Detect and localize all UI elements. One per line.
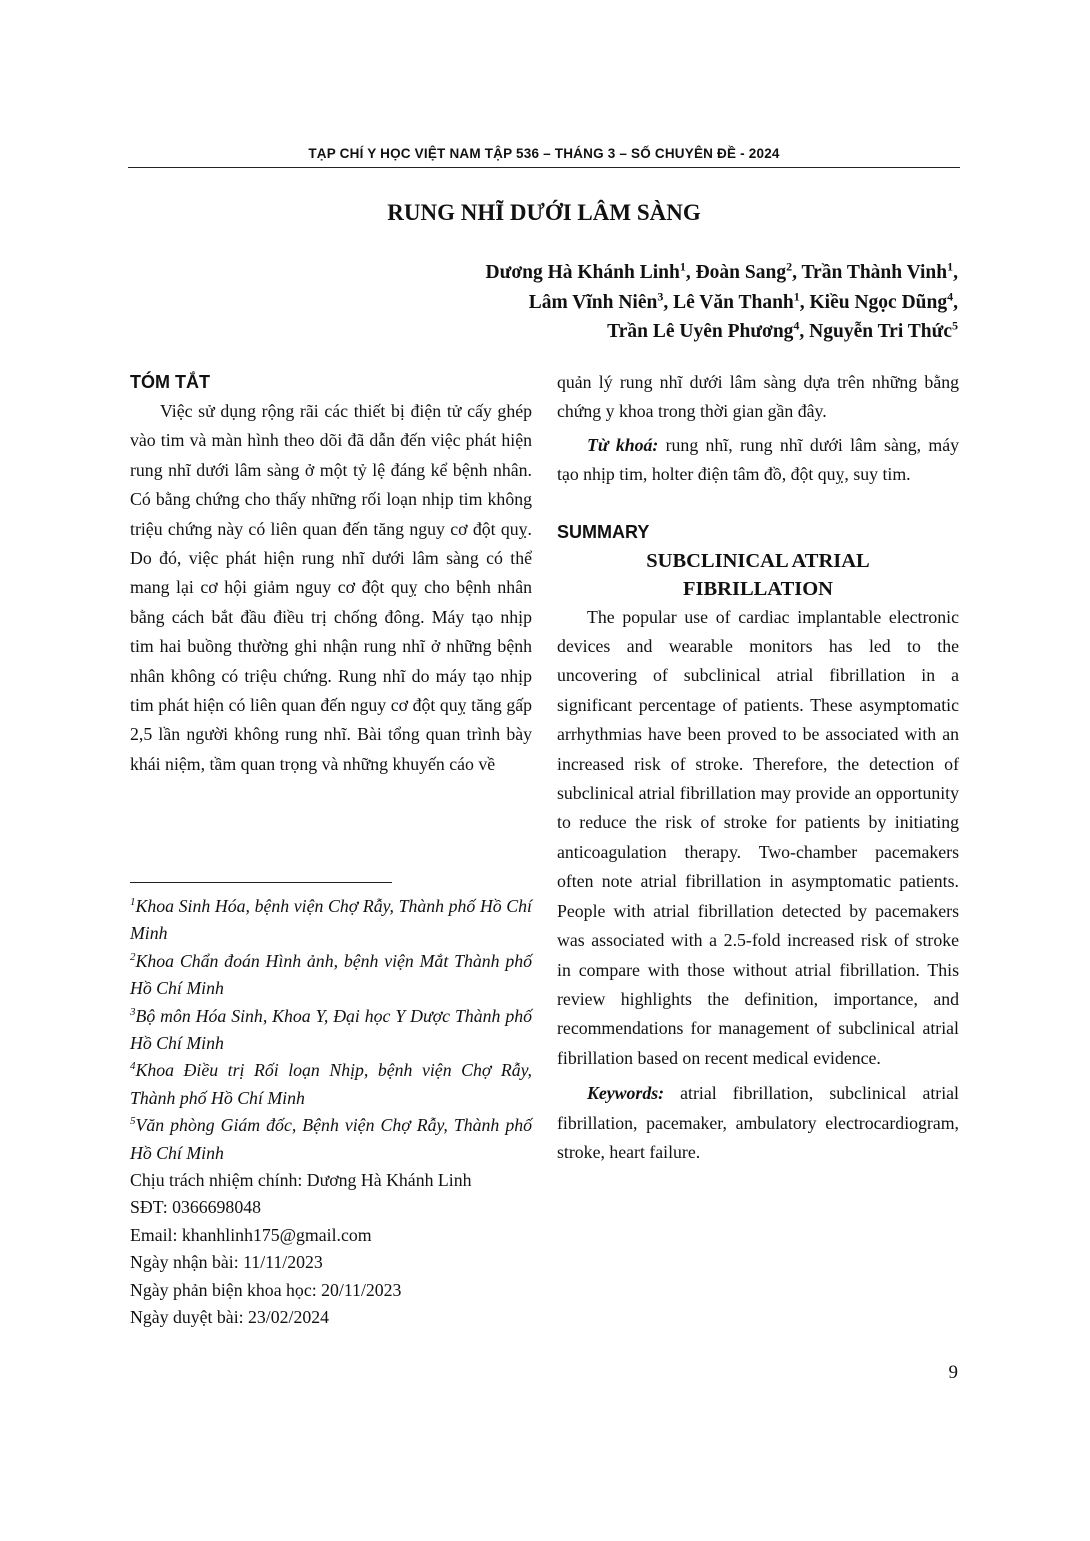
abstract-vi-heading: TÓM TẮT [130,372,210,392]
affiliation: $^3$Bộ môn Hóa Sinh, Khoa Y, Đại học Y Dược Thành phố Hồ Chí Minh [130,1005,532,1054]
running-header: TẠP CHÍ Y HỌC VIỆT NAM TẬP 536 – THÁNG 3 – SỐ CHUYÊN ĐỀ - 2024 [308,146,780,161]
keywords-vi [557,431,959,490]
abstract-vi-body: Việc sử dụng rộng rãi các thiết bị điện tử cấy ghép vào tim và màn hình theo dõi đã dẫn đến việc phát hiện rung nhĩ dưới lâm sàng ở một tỷ lệ đáng kể bệnh nhân. Có bằng chứng cho thấy những rối loạn nhịp tim không triệu chứng này có liên quan đến tăng nguy cơ đột quỵ. Do đó, việc phát hiện rung nhĩ dưới lâm sàng có thể mang lại cơ hội giảm nguy cơ đột quỵ cho bệnh nhân bằng cách bắt đầu điều trị chống đông. Máy tạo nhịp tim hai buồng thường ghi nhận rung nhĩ ở những bệnh nhân không có triệu chứng. Rung nhĩ do máy tạo nhịp tim phát hiện có liên quan đến nguy cơ đột quỵ tăng gấp 2,5 lần người không rung nhĩ. Bài tổng quan trình bày khái niệm, tầm quan trọng và những khuyến cáo về [130,401,532,774]
article-title: RUNG NHĨ DƯỚI LÂM SÀNG [387,200,701,225]
header-rule [128,167,960,168]
date-accepted: Ngày duyệt bài: 23/02/2024 [130,1307,330,1328]
author: Trần Thành Vinh$^1$, [801,259,958,283]
phone: SĐT: 0366698048 [130,1197,261,1218]
summary-heading: SUMMARY [557,521,650,542]
affiliation: $^1$Khoa Sinh Hóa, bệnh viện Chợ Rẫy, Thành phố Hồ Chí Minh [130,896,532,944]
date-reviewed: Ngày phản biện khoa học: 20/11/2023 [130,1279,402,1300]
keywords-vi-label: Từ khoá: [587,434,659,455]
summary-body: The popular use of cardiac implantable electronic devices and wearable monitors has led to the uncovering of subclinical atrial fibrillation in a significant percentage of patients. These asymptomatic arrhythmias have been proved to be associated with an increased risk of stroke. Therefore, the detection of subclinical atrial fibrillation may provide an opportunity to reduce the risk of stroke for patients by initiating anticoagulation therapy. Two-chamber pacemakers often note atrial fibrillation in asymptomatic patients. People with atrial fibrillation detected by pacemakers was associated with a 2.5-fold increased risk of stroke in compare with those without atrial fibrillation. This review highlights the definition, importance, and recommendations for management of subclinical atrial fibrillation based on recent medical evidence. [557,606,959,1068]
left-column [130,368,532,779]
keywords-vi-text: rung nhĩ, rung nhĩ dưới lâm sàng, máy tạo nhịp tim, holter điện tâm đồ, đột quỵ, suy tim. [557,434,959,485]
affiliation: $^2$Khoa Chẩn đoán Hình ảnh, bệnh viện Mắt Thành phố Hồ Chí Minh [130,950,532,999]
author: Nguyễn Tri Thức$^5$ [809,318,958,342]
email: Email: khanhlinh175@gmail.com [130,1224,372,1245]
author: Lâm Vĩnh Niên$^3$, [528,289,674,313]
author: Đoàn Sang$^2$, [695,259,802,283]
author-list [258,258,958,347]
summary-title: SUBCLINICAL ATRIAL FIBRILLATION [646,549,870,600]
keywords-en [557,1079,959,1167]
affiliation: $^5$Văn phòng Giám đốc, Bệnh viện Chợ Rẫy, Thành phố Hồ Chí Minh [130,1115,532,1163]
page-number: 9 [948,1362,958,1383]
author: Kiều Ngọc Dũng$^4$, [809,289,958,313]
keywords-en-text: atrial fibrillation, subclinical atrial fibrillation, pacemaker, ambulatory electrocardiogram, stroke, heart failure. [557,1083,959,1162]
date-received: Ngày nhận bài: 11/11/2023 [130,1252,323,1273]
footnotes [130,882,532,1332]
author: Dương Hà Khánh Linh$^1$, [485,259,696,283]
author: Lê Văn Thanh$^1$, [673,289,810,313]
abstract-vi-continuation: quản lý rung nhĩ dưới lâm sàng dựa trên những bằng chứng y khoa trong thời gian gần đây. [557,372,959,422]
affiliation: $^4$Khoa Điều trị Rối loạn Nhịp, bệnh viện Chợ Rẫy, Thành phố Hồ Chí Minh [130,1060,532,1108]
author: Trần Lê Uyên Phương$^4$, [607,318,810,342]
corresponding-author: Chịu trách nhiệm chính: Dương Hà Khánh Linh [130,1170,472,1191]
keywords-en-label: Keywords: [587,1083,665,1104]
right-column [557,368,959,1167]
